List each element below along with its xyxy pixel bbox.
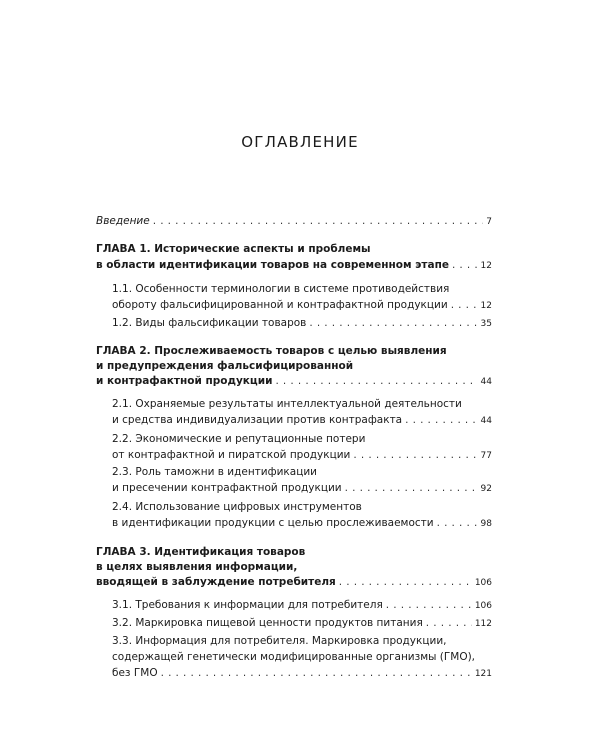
- toc-entry-section-2-4[interactable]: [112, 516, 492, 532]
- page-number: 121: [474, 669, 492, 679]
- leader-dots: [275, 374, 477, 389]
- toc-entry-chapter-1[interactable]: [96, 258, 492, 274]
- toc-entry-section-2-3[interactable]: [112, 481, 492, 497]
- section-2-1-line-1[interactable]: 2.1. Охраняемые результаты интеллектуальной деятельности: [112, 398, 462, 410]
- toc-entry-chapter-3[interactable]: [96, 575, 492, 591]
- section-2-2-line-1[interactable]: 2.2. Экономические и репутационные потери: [112, 433, 366, 445]
- page-number: 12: [480, 261, 492, 271]
- entry-title: в области идентификации товаров на современном этапе: [96, 259, 449, 271]
- entry-title: 3.1. Требования к информации для потребителя: [112, 599, 383, 611]
- page-number: 106: [474, 601, 492, 611]
- toc-entry-section-2-2[interactable]: [112, 448, 492, 464]
- leader-dots: [339, 575, 472, 590]
- entry-title: без ГМО: [112, 667, 158, 679]
- leader-dots: [452, 258, 478, 273]
- entry-title: 1.2. Виды фальсификации товаров: [112, 317, 307, 329]
- leader-dots: [345, 481, 478, 496]
- entry-title: 3.2. Маркировка пищевой ценности продуктов питания: [112, 617, 423, 629]
- page-number: 98: [480, 519, 492, 529]
- page-number: 106: [474, 578, 492, 588]
- leader-dots: [437, 516, 478, 531]
- leader-dots: [451, 298, 478, 313]
- chapter-3-line-1[interactable]: ГЛАВА 3. Идентификация товаров: [96, 546, 306, 558]
- page-number: 12: [480, 301, 492, 311]
- leader-dots: [309, 316, 477, 331]
- entry-title: и контрафактной продукции: [96, 375, 273, 387]
- section-3-3-line-2[interactable]: содержащей генетически модифицированные организмы (ГМО),: [112, 651, 476, 663]
- chapter-2-line-1[interactable]: ГЛАВА 2. Прослеживаемость товаров с целью выявления: [96, 345, 447, 357]
- page-number: 77: [480, 451, 492, 461]
- entry-title: и пресечении контрафактной продукции: [112, 482, 342, 494]
- page-number: 44: [480, 416, 492, 426]
- entry-title: от контрафактной и пиратской продукции: [112, 449, 351, 461]
- entry-title: и средства индивидуализации против контрафакта: [112, 414, 403, 426]
- toc-entry-section-1-2[interactable]: [112, 316, 492, 332]
- section-3-3-line-1[interactable]: 3.3. Информация для потребителя. Маркировка продукции,: [112, 635, 447, 647]
- chapter-3-line-2[interactable]: в целях выявления информации,: [96, 561, 298, 573]
- leader-dots: [426, 616, 472, 631]
- toc-entry-section-1-1[interactable]: [112, 298, 492, 314]
- page-number: 7: [486, 217, 492, 227]
- entry-title: в идентификации продукции с целью прослеживаемости: [112, 517, 434, 529]
- toc-entry-section-3-3[interactable]: [112, 666, 492, 682]
- leader-dots: [161, 666, 472, 681]
- chapter-1-line-1[interactable]: ГЛАВА 1. Исторические аспекты и проблемы: [96, 243, 371, 255]
- toc-entry-section-2-1[interactable]: [112, 413, 492, 429]
- page-number: 35: [480, 319, 492, 329]
- entry-title: Введение: [96, 215, 150, 227]
- leader-dots: [353, 448, 477, 463]
- page-number: 44: [480, 377, 492, 387]
- toc-entry-intro[interactable]: [96, 214, 492, 230]
- section-2-3-line-1[interactable]: 2.3. Роль таможни в идентификации: [112, 466, 317, 478]
- leader-dots: [153, 214, 484, 229]
- section-1-1-line-1[interactable]: 1.1. Особенности терминологии в системе противодействия: [112, 283, 450, 295]
- leader-dots: [405, 413, 477, 428]
- chapter-2-line-2[interactable]: и предупреждения фальсифицированной: [96, 360, 354, 372]
- toc-entry-section-3-2[interactable]: [112, 616, 492, 632]
- section-2-4-line-1[interactable]: 2.4. Использование цифровых инструментов: [112, 501, 362, 513]
- page-number: 92: [480, 484, 492, 494]
- leader-dots: [386, 598, 472, 613]
- toc-entry-section-3-1[interactable]: [112, 598, 492, 614]
- page-number: 112: [474, 619, 492, 629]
- entry-title: вводящей в заблуждение потребителя: [96, 576, 336, 588]
- toc-title: ОГЛАВЛЕНИЕ: [241, 133, 359, 151]
- entry-title: обороту фальсифицированной и контрафактной продукции: [112, 299, 448, 311]
- toc-entry-chapter-2[interactable]: [96, 374, 492, 390]
